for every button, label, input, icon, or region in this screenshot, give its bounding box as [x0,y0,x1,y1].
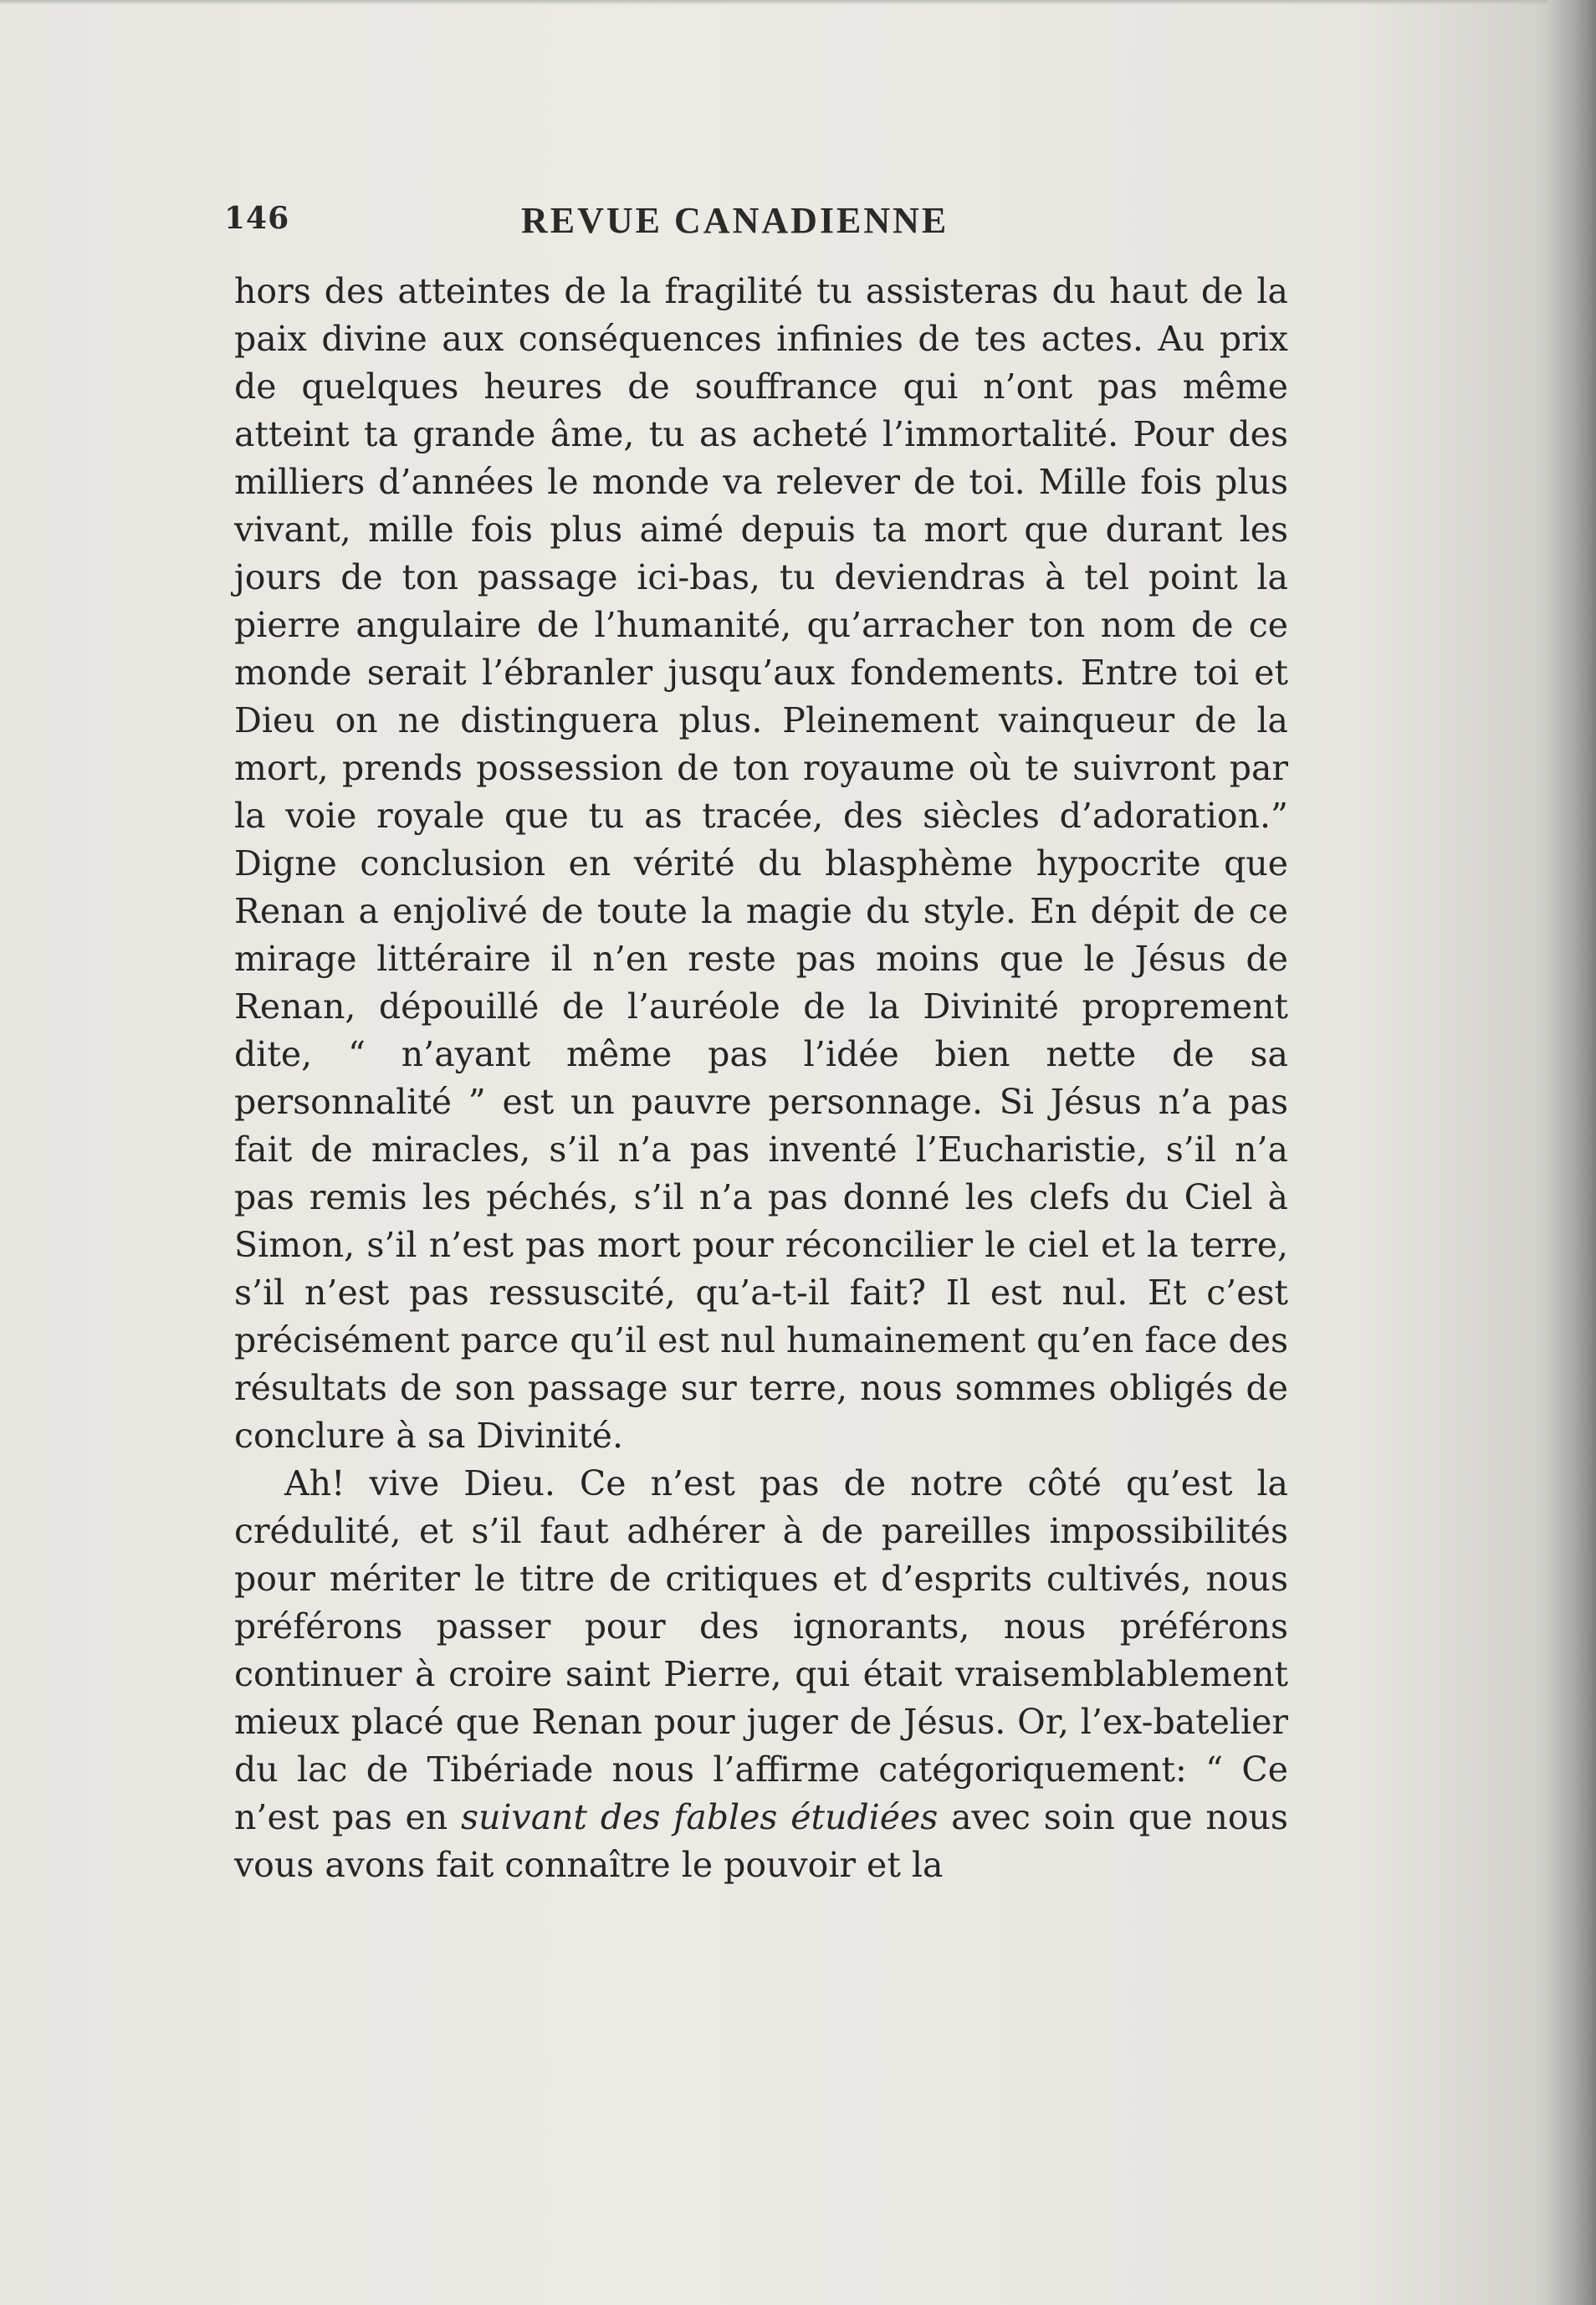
paragraph-1: hors des atteintes de la fragilité tu assisteras du haut de la paix divine aux conséquences infinies de tes actes. Au prix de quelques heures de souffrance qui n’ont pas même atteint ta grande âme, tu as acheté l’immortalité. Pour des milliers d’années le monde va relever de toi. Mille fois plus vivant, mille fois plus aimé depuis ta mort que durant les jours de ton passage ici-bas, tu deviendras à tel point la pierre angulaire de l’humanité, qu’arracher ton nom de ce monde serait l’ébranler jusqu’aux fondements. Entre toi et Dieu on ne distinguera plus. Pleinement vainqueur de la mort, prends possession de ton royaume où te suivront par la voie royale que tu as tracée, des siècles d’adoration.” Digne conclusion en vérité du blasphème hypocrite que Renan a enjolivé de toute la magie du style. En dépit de ce mirage littéraire il n’en reste pas moins que le Jésus de Renan, dépouillé de l’auréole de la Divinité proprement dite, “ n’ayant même pas l’idée bien nette de sa personnalité ” est un pauvre personnage. Si Jésus n’a pas fait de miracles, s’il n’a pas inventé l’Eucharistie, s’il n’a pas remis les péchés, s’il n’a pas donné les clefs du Ciel à Simon, s’il n’est pas mort pour réconcilier le ciel et la terre, s’il n’est pas ressuscité, qu’a-t-il fait? Il est nul. Et c’est précisément parce qu’il est nul humainement qu’en face des résultats de son passage sur terre, nous sommes obligés de conclure à sa Divinité. [234,271,1288,1456]
body-text [234,268,1288,1889]
paragraph-2-italic-phrase: suivant des fables étudiées [460,1797,939,1837]
running-head [224,194,1312,244]
paragraph-2 [234,1460,1288,1889]
page-top-shadow [0,0,1547,5]
paragraph-2-text-end: avec soin que nous vous avons fait connaître le pouvoir et la [234,1797,1288,1885]
journal-title: REVUE CANADIENNE [521,200,949,241]
page-number: 146 [224,201,290,236]
paragraph-2-text-start: Ah! vive Dieu. Ce n’est pas de notre côté qu’est la crédulité, et s’il faut adhérer à de pareilles impossibilités pour mériter le titre de critiques et d’esprits cultivés, nous préférons passer pour des ignorants, nous préférons continuer à croire saint Pierre, qui était vraisemblablement mieux placé que Renan pour juger de Jésus. Or, l’ex-batelier du lac de Tibériade nous l’affirme catégoriquement: “ Ce n’est pas en [234,1463,1288,1837]
page-gutter-shadow [1546,0,1596,2305]
